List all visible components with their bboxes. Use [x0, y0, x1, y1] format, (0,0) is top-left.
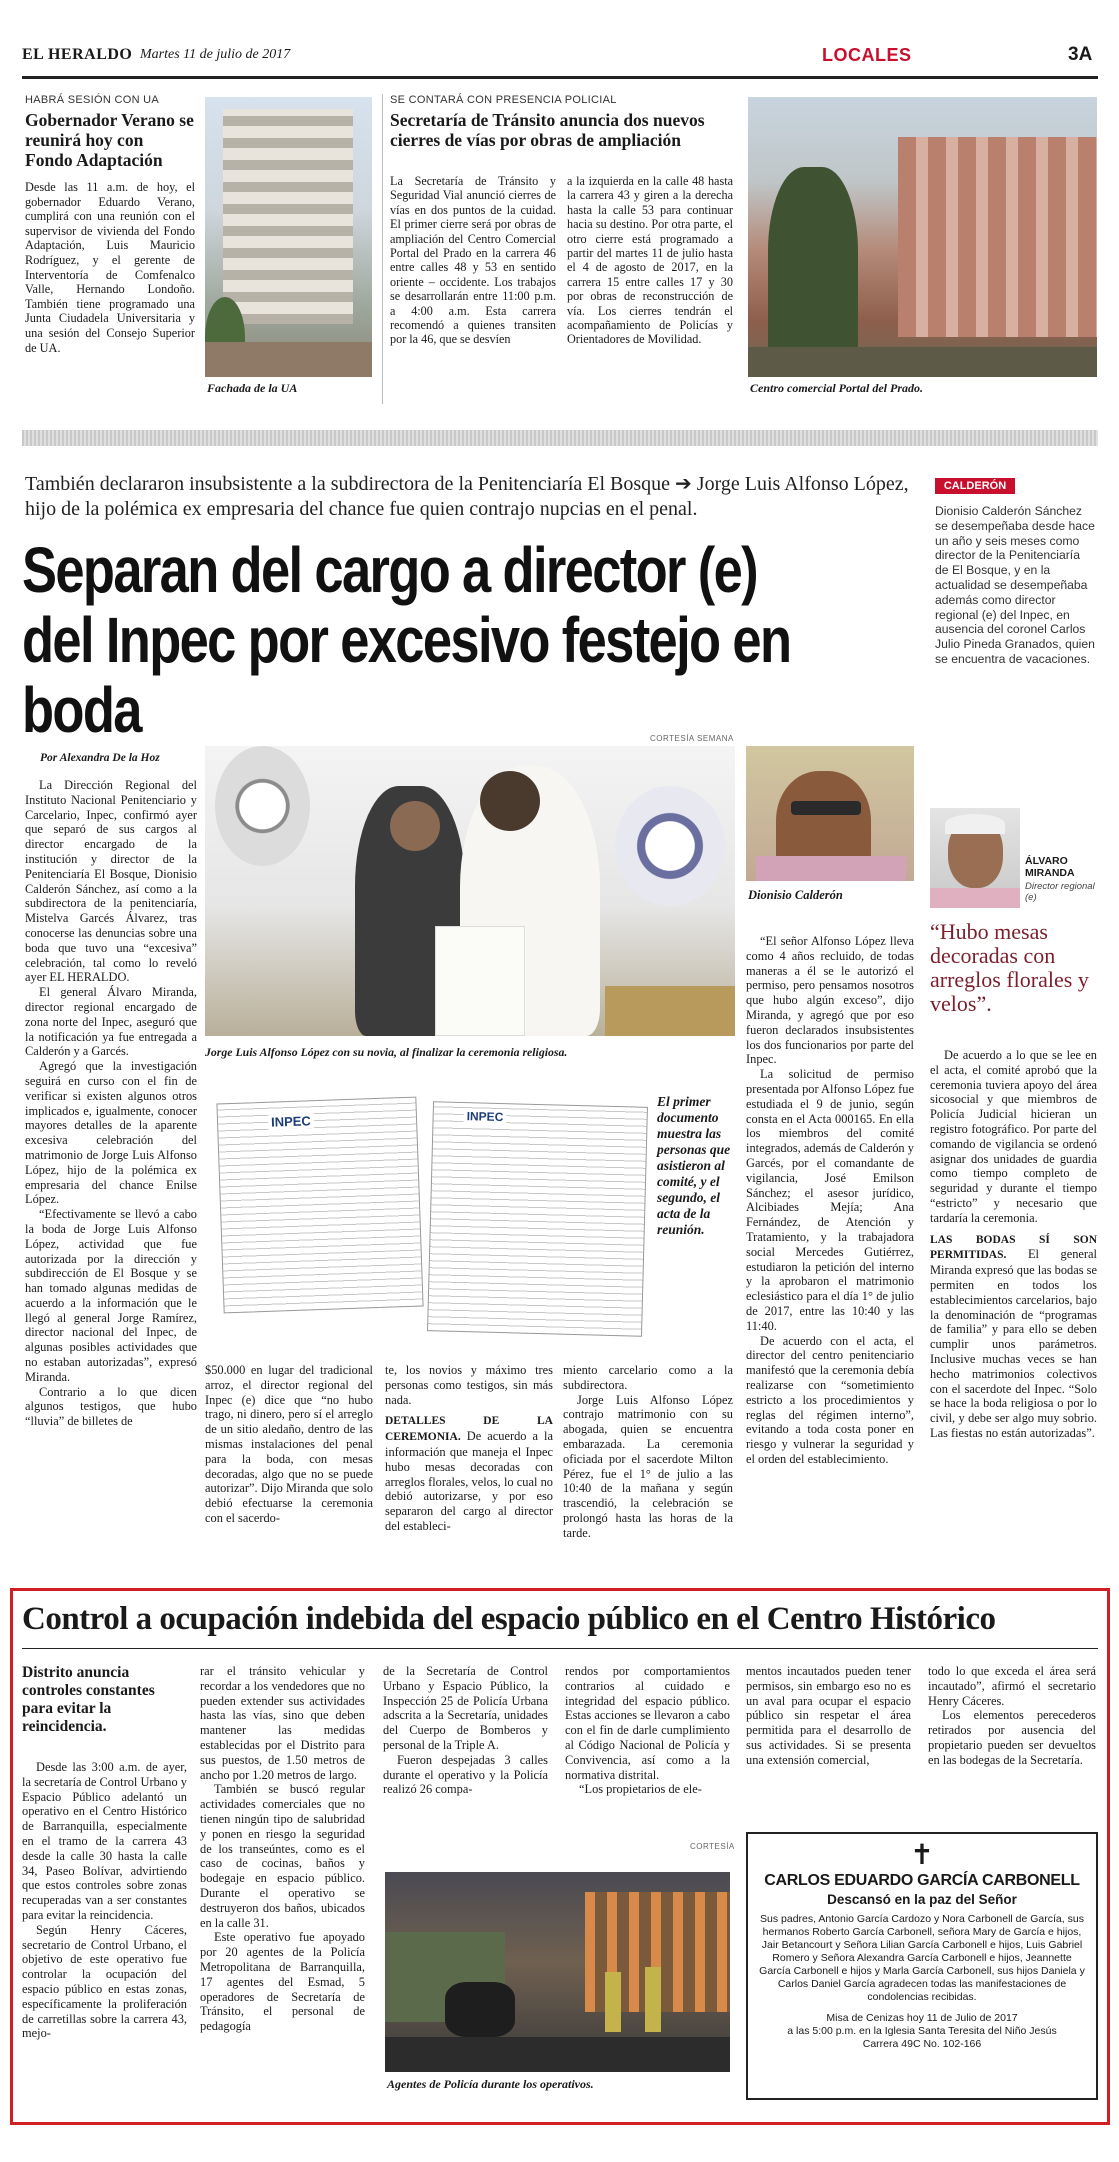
- main-col4-p1: miento carcelario como a la subdirectora.: [563, 1363, 733, 1392]
- doc1-brand: INPEC: [268, 1113, 314, 1130]
- bottom-col1-p2: Según Henry Cáceres, secretario de Control Urbano, el objetivo de este operativo fue controlar la ocupación del espacio público en estas zonas, específicamente la proliferación de carretillas sobre la carrera 43, mejo-: [22, 1922, 187, 2041]
- page-number: 3A: [1068, 44, 1093, 65]
- police-photo-caption: Agentes de Policía durante los operativos.: [387, 2077, 594, 2091]
- story-ua-headline: Gobernador Verano se reunirá hoy con Fondo Adaptación: [25, 110, 194, 170]
- main-col5-p1: “El señor Alfonso López lleva como 4 años recluido, de todas maneras a él se le autorizó el permiso, pero pensamos nosotros que hubo algún exceso”, dijo Miranda, y agregó que por eso fueron declarados insubsistentes los dos funcionarios por parte del Inpec.: [746, 934, 914, 1067]
- main-col4-p2: Jorge Luis Alfonso López contrajo matrimonio con su abogada, quien se encuentra embarazada. La ceremonia oficiada por el sacerdote Milton Pérez, fue el 1° de julio a las 10:40 de la mañana y según trascendió, la celebración se prolongó hasta las horas de la tarde.: [563, 1392, 733, 1540]
- issue-date: Martes 11 de julio de 2017: [140, 47, 291, 62]
- bottom-col3-p1: de la Secretaría de Control Urbano y Espacio Público, la Inspección 25 de Policía Urbana adscrita a la Secretaría, unidades del Cuerpo de Bomberos y personal de la Triple A.: [383, 1664, 548, 1752]
- main-col3-subhead: DETALLES DE LA CEREMONIA.: [385, 1415, 553, 1444]
- bottom-headline: Control a ocupación indebida del espacio público en el Centro Histórico: [22, 1601, 996, 1637]
- masthead-rule: [22, 76, 1098, 79]
- bottom-col4-p1: rendos por comportamientos contrarios al cuidado e integridad del espacio público. Estas acciones se llevaron a cabo con el fin de darle cumplimiento al Código Nacional de Policía y Convivencia, así como a la normativa distrital.: [565, 1664, 730, 1782]
- main-col5: [746, 934, 914, 1467]
- section-band: [22, 430, 1098, 446]
- police-photo-credit: CORTESÍA: [690, 1842, 735, 1851]
- byline: Por Alexandra De la Hoz: [40, 752, 160, 764]
- sidebar-box: [935, 478, 1095, 778]
- ua-photo-caption: Fachada de la UA: [207, 381, 298, 395]
- bottom-col2: [200, 1664, 365, 2034]
- main-col6: [930, 1048, 1097, 1441]
- bottom-col2-p1: rar el tránsito vehicular y recordar a los vendedores que no pueden extender sus actividades hasta las vías, sino que deben mantener las medidas establecidas por el Distrito para sus puestos, de 1.50 metros de ancho por 1.20 metros de largo.: [200, 1664, 365, 1782]
- bottom-col1: [22, 1760, 187, 2041]
- main-deck: También declararon insubsistente a la subdirectora de la Penitenciaría El Bosque ➔ Jorge Luis Alfonso López, hijo de la polémica ex empresaria del chance fue quien contrajo nupcias en el penal.: [25, 473, 909, 520]
- story-transito-col1: La Secretaría de Tránsito y Seguridad Vial anunció cierres de vías en dos puntos de la cuidad. El primer cierre será por obras de ampliación del Centro Comercial Portal del Prado en la carrera 46 entre calles 48 y 53 en sentido oriente – occidente. Los trabajos se desarrollarán entre 11:00 p.m. a 4:00 a.m. Esta carrera recomendó a quienes transiten por la 46, que se desvíen: [390, 174, 556, 347]
- main-col1-p3: Agregó que la investigación seguirá en curso con el fin de verificar si existen algunos otros implicados e, igualmente, conocer mayores detalles de la aparente excesiva celebración del matrimonio de Jorge Luis Alfonso López, hijo de la polémica ex empresaria del chance Enilse López.: [25, 1059, 197, 1207]
- ua-photo: [205, 97, 372, 377]
- mall-photo: [748, 97, 1097, 377]
- main-col1-p5: Contrario a lo que dicen algunos testigos, que hubo “lluvia” de billetes de: [25, 1384, 197, 1429]
- cross-icon: ✝: [910, 1839, 934, 1870]
- main-col3-p2: [385, 1413, 553, 1533]
- main-col1-p2: El general Álvaro Miranda, director regional encargado de zona norte del Inpec, aseguró que la notificación ya fue entregada a Calderón y a Garcés.: [25, 985, 197, 1059]
- paper-name: EL HERALDO: [22, 46, 133, 63]
- main-col2: $50.000 en lugar del tradicional arroz, el director regional del Inpec (e) dice que “no hubo trago, ni dinero, pero sí el arreglo de un sitio aledaño, dentro de las mismas instalaciones del penal para la boda, con mesas decoradas, algo que no se puede autorizar”. Dijo Miranda que solo debió efectuarse la ceremonia con el sacerdo-: [205, 1363, 373, 1525]
- main-col1-p1: La Dirección Regional del Instituto Nacional Penitenciario y Carcelario, Inpec, confirmó ayer que separó de sus cargos al director encargado de la institución y director de la Penitenciaría El Bosque, Dionisio Calderón Sánchez, así como a la subdirectora de la penitenciaría, Mistelva Garcés Álvarez, tras conocerse las denuncias sobre una boda que tuvo una “excesiva” celebración, tal como lo reveló ayer EL HERALDO.: [25, 778, 197, 985]
- main-headline: Separan del cargo a director (e) del Inpec por excesivo festejo en boda: [22, 534, 791, 746]
- obituary-mass-1: Misa de Cenizas hoy 11 de Julio de 2017: [826, 2012, 1018, 2024]
- section-name: LOCALES: [822, 45, 912, 65]
- column-divider: [382, 94, 383, 404]
- police-photo: [385, 1872, 730, 2072]
- bottom-col3: [383, 1664, 548, 1797]
- bottom-col4: [565, 1664, 730, 1797]
- main-col5-p3: De acuerdo con el acta, el director del centro penitenciario manifestó que la ceremonia debía realizarse con “sometimiento estricto a los procedimientos y reglas del régimen interno”, evitando a toda costa poner en riesgo y vulnerar la seguridad y el orden del establecimiento.: [746, 1333, 914, 1466]
- miranda-name: ÁLVARO MIRANDA: [1025, 855, 1075, 879]
- doc2-brand: INPEC: [463, 1109, 506, 1124]
- bottom-col4-p2: “Los propietarios de ele-: [579, 1782, 702, 1797]
- calderon-portrait: [746, 746, 914, 881]
- sidebar-text: Dionisio Calderón Sánchez se desempeñaba desde hace un año y seis meses como director de la Penitenciaría de El Bosque, y en la actualidad se desempeñaba además como director regional (e) del Inpec, en ausencia del coronel Carlos Julio Pineda Granados, quien se encuentra de vacaciones.: [935, 504, 1095, 666]
- story-transito-headline: Secretaría de Tránsito anuncia dos nuevos cierres de vías por obras de ampliación: [390, 110, 705, 150]
- obituary-mass-2: a las 5:00 p.m. en la Iglesia Santa Teresita del Niño Jesús: [787, 2025, 1057, 2037]
- main-col6-p2-text: El general Miranda expresó que las bodas se permiten en todos los establecimientos carcelarios, bajo la denominación de “programas de familia” y para ello se deben cumplir unos parámetros. Inclusive muchas veces se han hecho matrimonios colectivos con el sacerdote del Inpec. “Solo se hace la boda religiosa o por lo civil, y debe ser algo muy sobrio. Las fiestas no están autorizadas”.: [930, 1247, 1097, 1440]
- story-ua-kicker: HABRÁ SESIÓN CON UA: [25, 94, 160, 106]
- bottom-col6-p1: todo lo que exceda el área será incautado”, afirmó el secretario Henry Cáceres.: [928, 1664, 1096, 1708]
- sidebar-tag: CALDERÓN: [935, 478, 1015, 494]
- main-col1-p4: “Efectivamente se llevó a cabo la boda de Jorge Luis Alfonso López, actividad que fue autorizada por la dirección y subdirección de El Bosque y se han tomado algunas medidas de acuerdo a la información que le llegó al general Jorge Ramírez, director nacional del Inpec, de algunas posibles actividades que no estaban autorizadas”, expresó Miranda.: [25, 1207, 197, 1384]
- obituary-name: CARLOS EDUARDO GARCÍA CARBONELL: [764, 1872, 1080, 1889]
- documents-image: [210, 1090, 650, 1350]
- mall-photo-caption: Centro comercial Portal del Prado.: [750, 381, 923, 395]
- obituary-subtitle: Descansó en la paz del Señor: [827, 1892, 1017, 1907]
- main-col6-p2: [930, 1232, 1097, 1441]
- bottom-col6: [928, 1664, 1096, 1768]
- main-col5-p2: La solicitud de permiso presentada por Alfonso López fue estudiada el 9 de junio, según consta en el Acta 000165. En ella los miembros del comité integrados, además de Calderón y Garcés, por el comandante de vigilancia, José Emilson Sánchez; el asesor jurídico, Alcibiades Mejía; Ana Fernández, de Atención y Tratamiento, y la trabajadora social Mercedes Gutiérrez, estudiaron la petición del interno y la aprobaron el matrimonio eclesiástico para el día 1° de julio de 2017, entre las 10:40 y las 11:40.: [746, 1067, 914, 1333]
- documents-caption: El primer documento muestra las personas que asistieron al comité, y el segundo, el acta de la reunión.: [657, 1094, 731, 1237]
- main-col3-p2-text: De acuerdo a la información que maneja el Inpec hubo mesas decoradas con arreglos florales, velos, lo cual no debió autorizarse, y por eso separaron del cargo al director del estableci-: [385, 1429, 553, 1533]
- miranda-portrait: [930, 808, 1020, 908]
- story-transito: [390, 94, 735, 414]
- bottom-col1-p1: Desde las 3:00 a.m. de ayer, la secretaría de Control Urbano y Espacio Público adelantó un operativo en el Centro Histórico de Barranquilla, especialmente en el tramo de la carrera 43 desde la calle 30 hasta la calle 34, Paseo Bolívar, advirtiendo que estos controles sobre zonas recuperadas van a ser constantes para evitar la reincidencia.: [22, 1760, 187, 1922]
- story-ua-body: Desde las 11 a.m. de hoy, el gobernador Eduardo Verano, cumplirá con una reunión con el supervisor de vivienda del Fondo Adaptación, Luis Mauricio Rodríguez, y el gerente de Interventoría de Comfenalco Valle, Hernando Londoño. También tiene programado una Junta Ciudadela Universitaria y una sesión del Consejo Superior de UA.: [25, 180, 195, 355]
- bottom-col5: mentos incautados pueden tener permisos, sin embargo eso no es un aval para ocupar el espacio público sin respetar el área permitida para el desarrollo de sus actividades. Si se presenta una extensión comercial,: [746, 1664, 911, 1767]
- story-transito-kicker: SE CONTARÁ CON PRESENCIA POLICIAL: [390, 94, 617, 106]
- wedding-photo-caption: Jorge Luis Alfonso López con su novia, al finalizar la ceremonia religiosa.: [205, 1045, 568, 1059]
- main-col6-p1: De acuerdo a lo que se lee en el acta, el comité aprobó que la ceremonia tuviera apoyo del área sicosocial y que miembros de Policía Judicial hicieran un registro fotográfico. Por parte del comando de vigilancia se ordenó asignar dos unidades de guardia como tiempo completo de seguridad y durante el tiempo “estricto” y necesario que tardaría la ceremonia.: [930, 1048, 1097, 1225]
- bottom-deck: Distrito anuncia controles constantes para evitar la reincidencia.: [22, 1664, 155, 1735]
- calderon-portrait-caption: Dionisio Calderón: [748, 888, 843, 902]
- story-ua: [25, 94, 195, 414]
- wedding-photo-credit: CORTESÍA SEMANA: [650, 734, 734, 743]
- obituary-text: Sus padres, Antonio García Cardozo y Nora Carbonell de García, sus hermanos Roberto García Carbonell, señora Mary de García e hijos, Jair Betancourt y Señora Lilian García Carbonell e hijos, Luis Gabriel Romero y Señora Alexandra García Carbonell e hijos, Jeannette García Carbonell e hijos y Marla García Carbonell, sus hijos Daniela y Carlos Daniel García agradecen todas las manifestaciones de condolencias recibidas.: [759, 1913, 1085, 2003]
- bottom-col3-p2: Fueron despejadas 3 calles durante el operativo y la Policía realizó 26 compa-: [383, 1752, 548, 1797]
- bottom-col2-p3: Este operativo fue apoyado por 20 agentes de la Policía Metropolitana de Barranquilla, 17 agentes del Esmad, 5 operadores de Secretaría de Tránsito, el personal de pedagogía: [200, 1930, 365, 2034]
- story-transito-col2: a la izquierda en la calle 48 hasta la carrera 43 y giren a la derecha hasta la calle 53 para continuar hacia su destino. Por otra parte, el otro cierre está programado a partir del martes 11 de julio hasta el 4 de agosto de 2017, en la carrera 15 entre calles 17 y 30 por obras de reconstrucción de vía. Los cierres tendrán el acompañamiento de Policías y Orientadores de Movilidad.: [567, 174, 733, 347]
- obituary-mass-3: Carrera 49C No. 102-166: [862, 2038, 982, 2050]
- masthead: [22, 40, 1098, 74]
- main-col3: [385, 1363, 553, 1534]
- bottom-col2-p2: También se buscó regular actividades comerciales que no tienen ningún tipo de salubridad y ponen en riesgo la seguridad de los transeúntes, como es el caso de cocinas, baños y bodegaje en espacio público. Durante el operativo se destruyeron dos baños, ubicados en la calle 31.: [200, 1782, 365, 1930]
- pull-quote: “Hubo mesas decoradas con arreglos florales y velos”.: [930, 919, 1089, 1016]
- miranda-role: Director regional (e): [1025, 881, 1095, 903]
- main-col1: [25, 778, 197, 1429]
- main-col4: [563, 1363, 733, 1541]
- main-col3-p1: te, los novios y máximo tres personas como testigos, sin más nada.: [385, 1363, 553, 1407]
- wedding-photo: [205, 746, 735, 1036]
- main-col6-subhead: LAS BODAS SÍ SON PERMITIDAS.: [930, 1233, 1097, 1262]
- bottom-headline-rule: [22, 1648, 1098, 1649]
- obituary-box: [746, 1832, 1098, 2100]
- bottom-col6-p2: Los elementos perecederos retirados por ausencia del propietario pueden ser devueltos en las bodegas de la Secretaría.: [928, 1708, 1096, 1767]
